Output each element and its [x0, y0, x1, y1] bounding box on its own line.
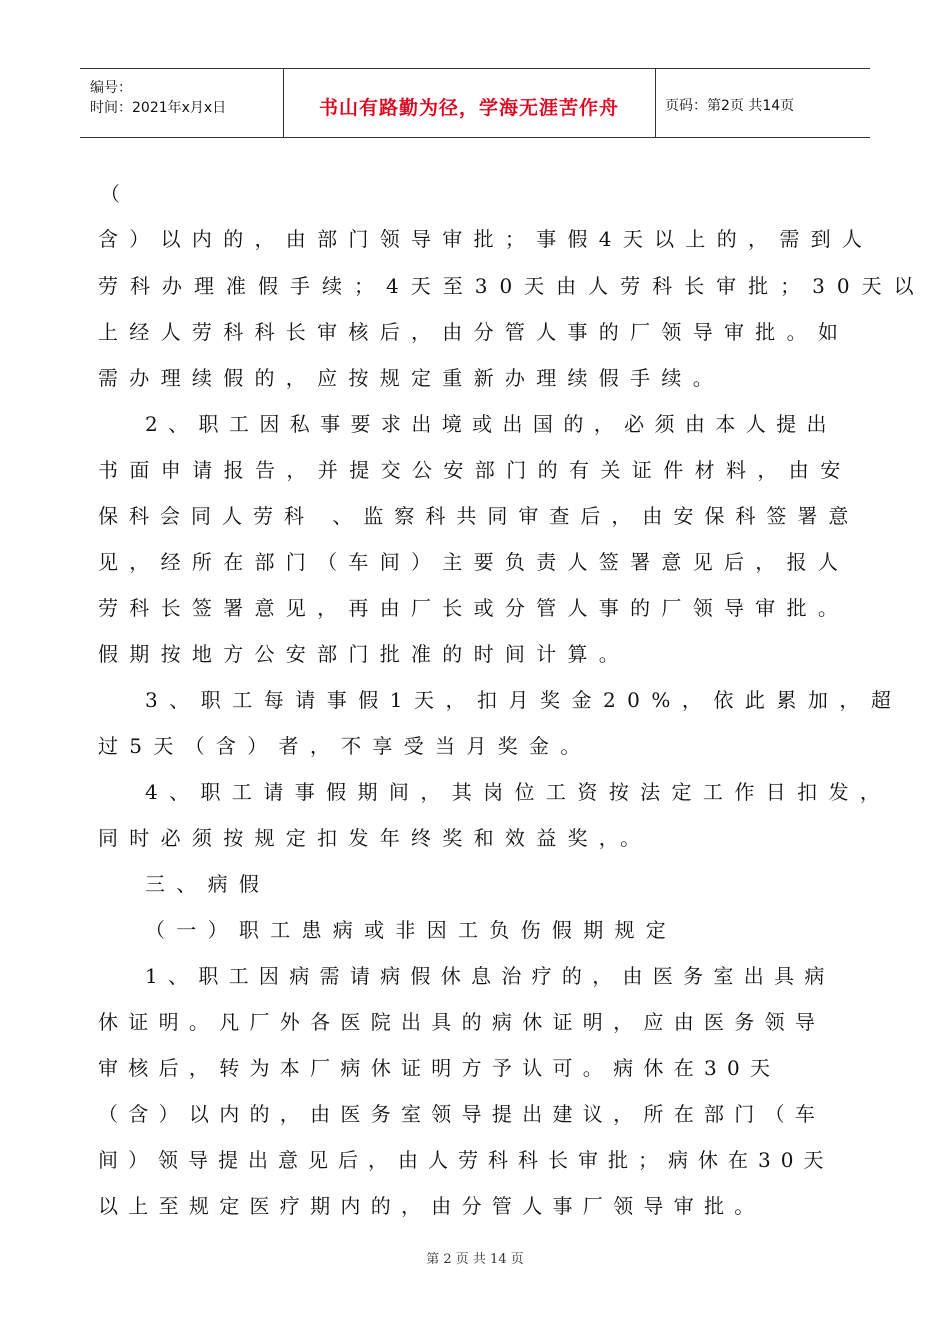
body-line: 同时必须按规定扣发年终奖和效益奖，。	[98, 826, 652, 850]
page-footer: 第 2 页 共 14 页	[426, 1252, 524, 1267]
body-line: 以上至规定医疗期内的，由分管人事厂领导审批。	[98, 1194, 765, 1218]
body-line: 上经人劳科科长审核后，由分管人事的厂领导审批。如	[98, 320, 850, 344]
body-line: 见，经所在部门（车间）主要负责人签署意见后，报人	[98, 550, 850, 574]
body-line: 2、职工因私事要求出境或出国的，必须由本人提出	[145, 412, 837, 436]
body-line: 过5天（含）者，不享受当月奖金。	[98, 734, 592, 758]
header-meta-cell	[80, 69, 284, 137]
body-line: 假期按地方公安部门批准的时间计算。	[98, 642, 631, 666]
body-line: 间）领导提出意见后，由人劳科科长审批；病休在30天	[98, 1148, 834, 1172]
header-page-cell	[655, 69, 870, 137]
body-line: 劳科长签署意见，再由厂长或分管人事的厂领导审批。	[98, 596, 850, 620]
body-line: 书面申请报告，并提交公安部门的有关证件材料，由安	[98, 458, 852, 482]
body-line: 含）以内的，由部门领导审批；事假4天以上的，需到人	[98, 227, 874, 251]
body-line: 需办理续假的，应按规定重新办理续假手续。	[98, 366, 724, 390]
subsection-heading: （一）职工患病或非因工负伤假期规定	[145, 918, 678, 942]
body-line: 3、职工每请事假1天，扣月奖金20%，依此累加，超	[145, 688, 903, 712]
body-line: 保科会同人劳科 、监察科共同审查后，由安保科签署意	[98, 504, 860, 528]
body-line: 休证明。凡厂外各医院出具的病休证明，应由医务领导	[98, 1010, 826, 1034]
serial-number-label: 编号：	[90, 80, 132, 96]
motto-text: 书山有路勤为径，学海无涯苦作舟	[318, 97, 619, 119]
page-code-label: 页码：第2页 共14页	[665, 98, 795, 114]
body-line: 1、职工因病需请病假休息治疗的，由医务室出具病	[145, 964, 835, 988]
body-line: （含）以内的，由医务室领导提出建议，所在部门（车	[98, 1102, 826, 1126]
body-line: 劳科办理准假手续；4天至30天由人劳科长审批；30天以	[98, 274, 926, 298]
section-heading: 三、病假	[145, 872, 271, 896]
body-line: 审核后，转为本厂病休证明方予认可。病休在30天	[98, 1056, 781, 1080]
header-motto-cell	[283, 69, 656, 137]
body-line: （	[100, 182, 120, 206]
document-header-table	[80, 68, 870, 138]
time-label: 时间：2021年x月x日	[90, 100, 227, 116]
body-line: 4、职工请事假期间，其岗位工资按法定工作日扣发，	[145, 780, 892, 804]
